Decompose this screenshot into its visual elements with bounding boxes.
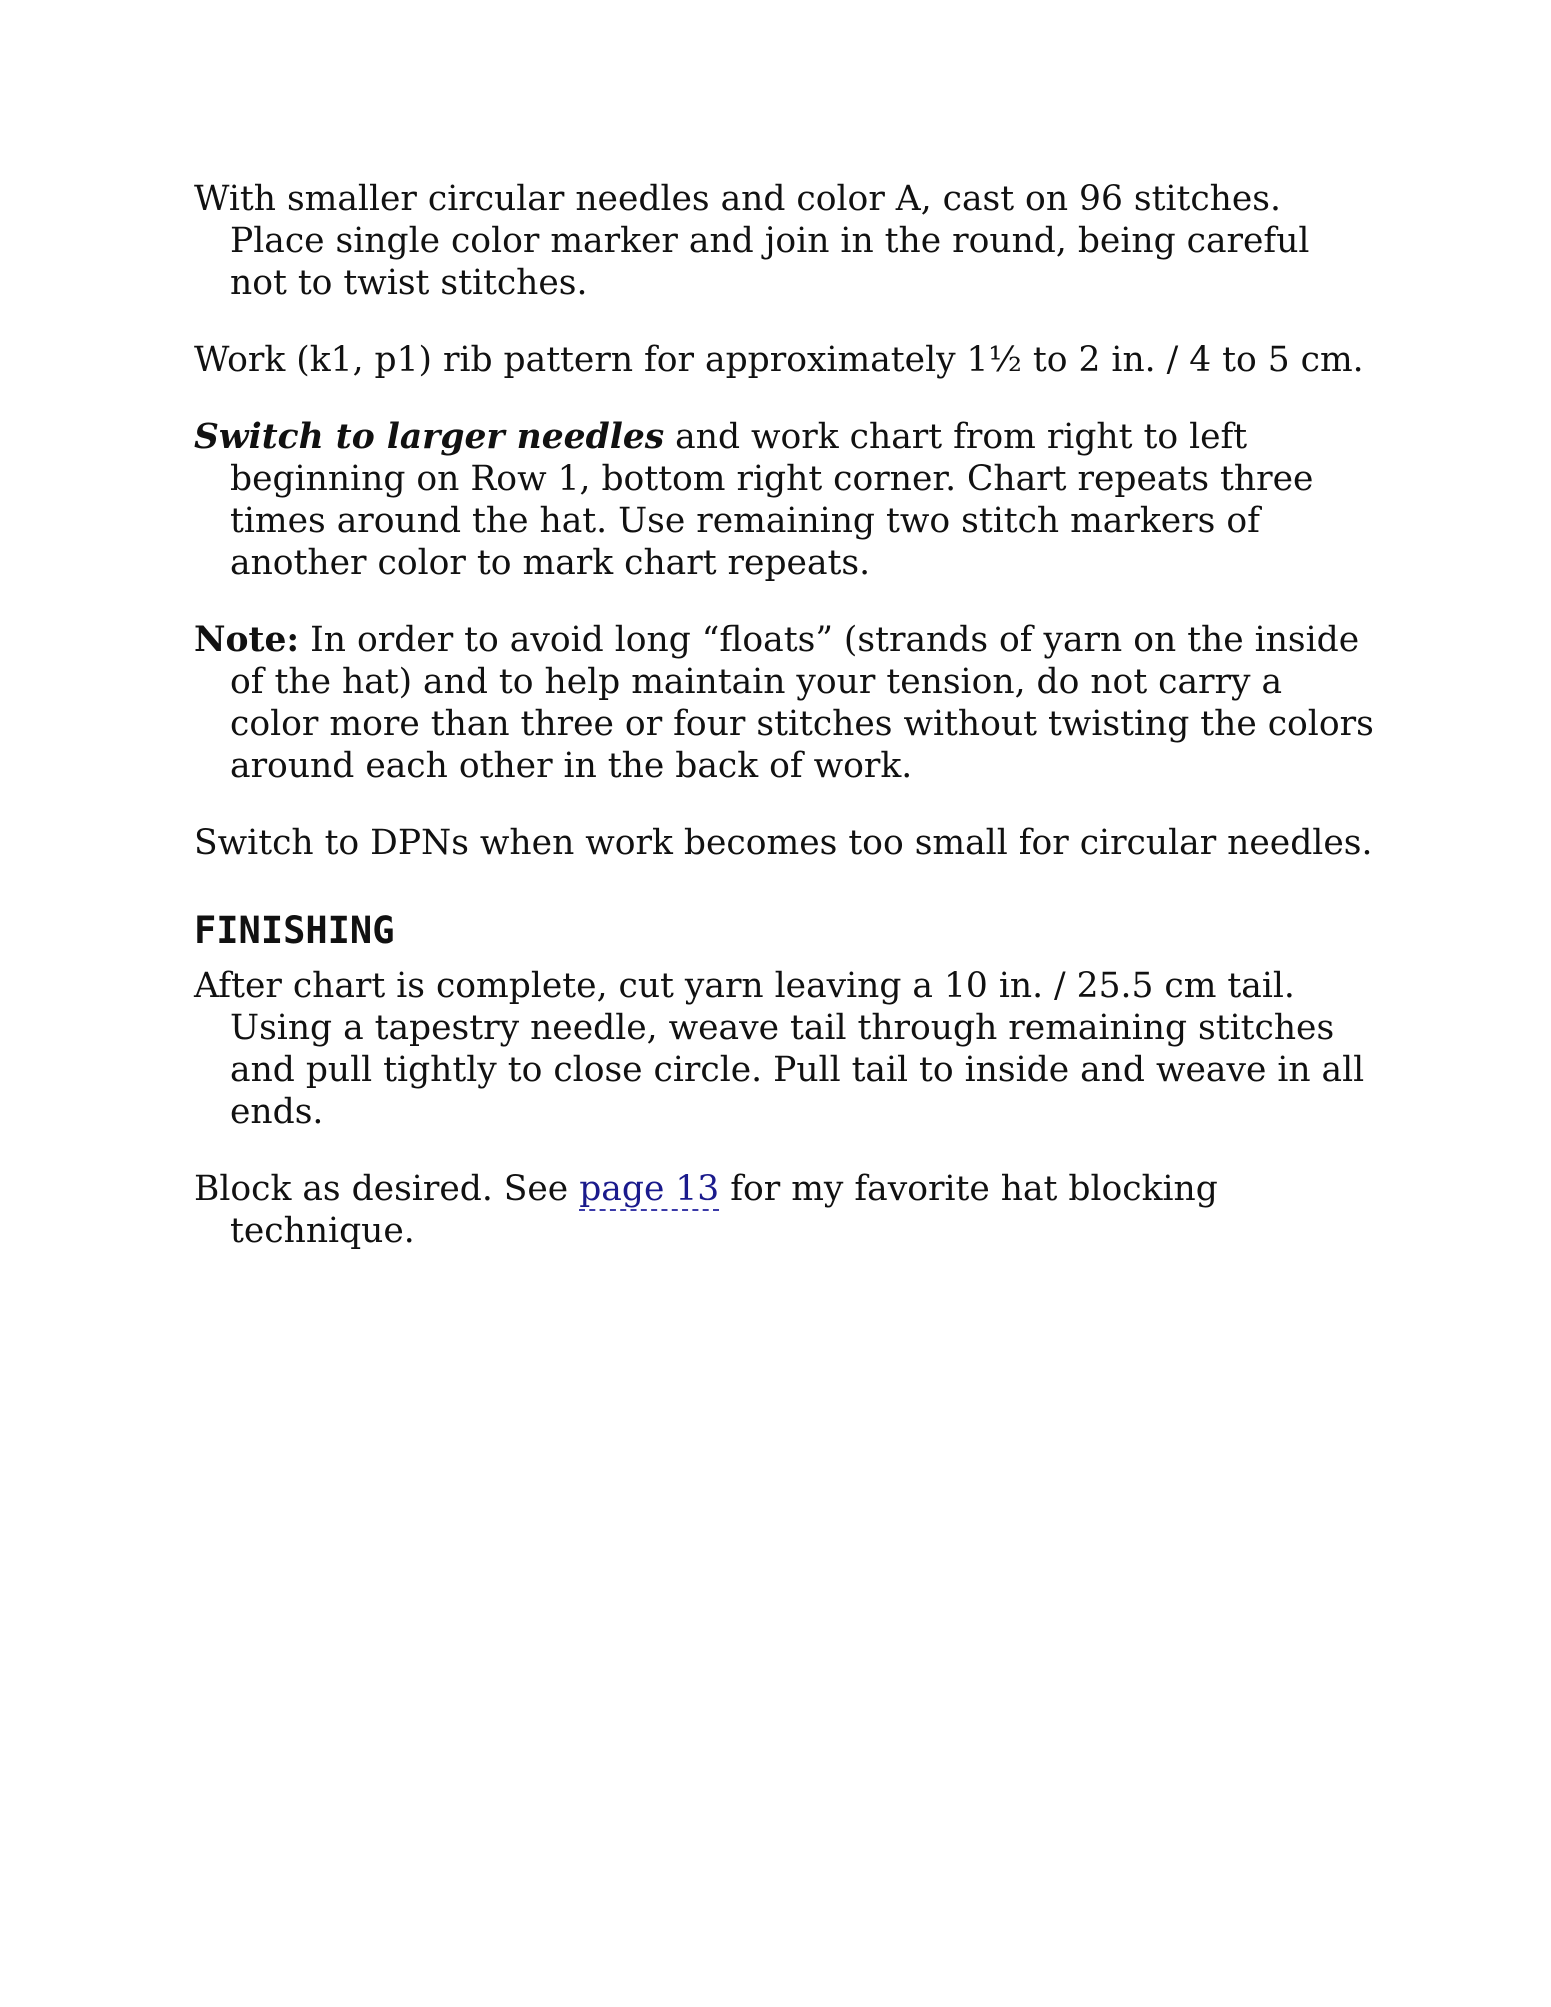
switch-needles-paragraph	[194, 416, 1374, 584]
page-13-link[interactable]: page 13	[579, 1169, 720, 1209]
dpn-paragraph: Switch to DPNs when work becomes too small for circular needles.	[194, 823, 1373, 863]
rib-pattern-paragraph: Work (k1, p1) rib pattern for approximately 1½ to 2 in. / 4 to 5 cm.	[194, 340, 1364, 380]
finishing-paragraph: After chart is complete, cut yarn leaving a 10 in. / 25.5 cm tail. Using a tapestry needle, weave tail through remaining stitches and pull tightly to close circle. Pull tail to inside and weave in all ends.	[194, 966, 1365, 1132]
document-page	[194, 178, 1374, 1287]
note-paragraph	[194, 619, 1374, 787]
cast-on-paragraph: With smaller circular needles and color A, cast on 96 stitches. Place single color marker and join in the round, being careful not to twist stitches.	[194, 179, 1310, 303]
finishing-heading: FINISHING	[194, 909, 395, 952]
blocking-paragraph	[194, 1168, 1374, 1252]
blocking-text-after: for my favorite hat blocking technique.	[230, 1169, 1218, 1251]
switch-needles-emphasis: Switch to larger needles	[194, 417, 665, 457]
note-text: In order to avoid long “floats” (strands of yarn on the inside of the hat) and to help maintain your tension, do not carry a color more than three or four stitches without twisting the colors around each other in the back of work.	[230, 620, 1374, 786]
blocking-text-before: Block as desired. See	[194, 1169, 580, 1209]
note-label: Note:	[194, 620, 300, 660]
switch-needles-text: and work chart from right to left beginning on Row 1, bottom right corner. Chart repeats three times around the hat. Use remaining two stitch markers of another color to mark chart repeats.	[230, 417, 1314, 583]
